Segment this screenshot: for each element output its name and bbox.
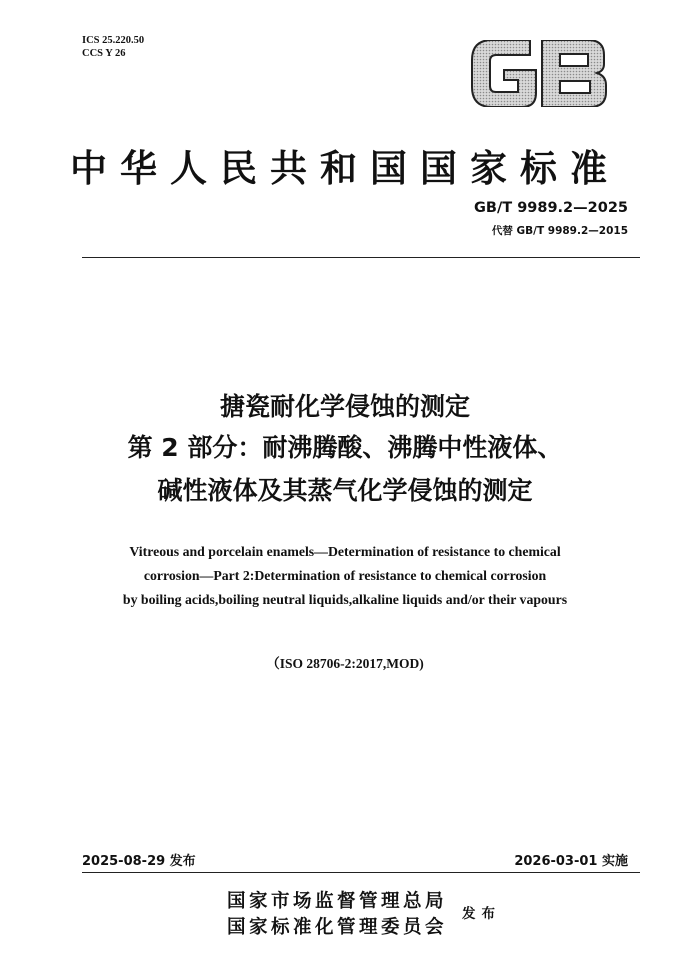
title-cn-line-3: 碱性液体及其蒸气化学侵蚀的测定 — [157, 476, 533, 505]
ccs-code: CCS Y 26 — [82, 48, 126, 59]
gb-logo-graphic — [470, 40, 608, 107]
footer-divider — [82, 872, 640, 873]
gb-logo — [470, 40, 608, 107]
standard-number: GB/T 9989.2—2025 — [474, 200, 628, 216]
ics-code: ICS 25.220.50 — [82, 35, 145, 46]
title-cn-line-1: 搪瓷耐化学侵蚀的测定 — [219, 392, 470, 421]
national-standard-title: 中华人民共和国国家标准 — [70, 149, 620, 190]
issuer-sac: 国家标准化管理委员会 — [227, 918, 448, 938]
title-en-line-1: Vitreous and porcelain enamels—Determination of resistance to chemical — [129, 544, 561, 559]
issue-label: 发布 — [462, 906, 501, 921]
implement-date: 2026-03-01 实施 — [514, 854, 628, 869]
issuer-samr: 国家市场监督管理总局 — [227, 892, 448, 912]
publish-date: 2025-08-29 发布 — [82, 854, 196, 869]
classification-codes — [82, 34, 144, 60]
title-cn-line-2: 第 2 部分：耐沸腾酸、沸腾中性液体、 — [127, 433, 563, 462]
iso-reference: （ISO 28706-2:2017,MOD) — [266, 656, 424, 671]
title-en-line-3: by boiling acids,boiling neutral liquids,alkaline liquids and/or their vapours — [122, 592, 568, 607]
header-divider — [82, 257, 640, 258]
title-en-line-2: corrosion—Part 2:Determination of resistance to chemical corrosion — [143, 568, 547, 583]
replaces-standard: 代替 GB/T 9989.2—2015 — [491, 225, 628, 237]
